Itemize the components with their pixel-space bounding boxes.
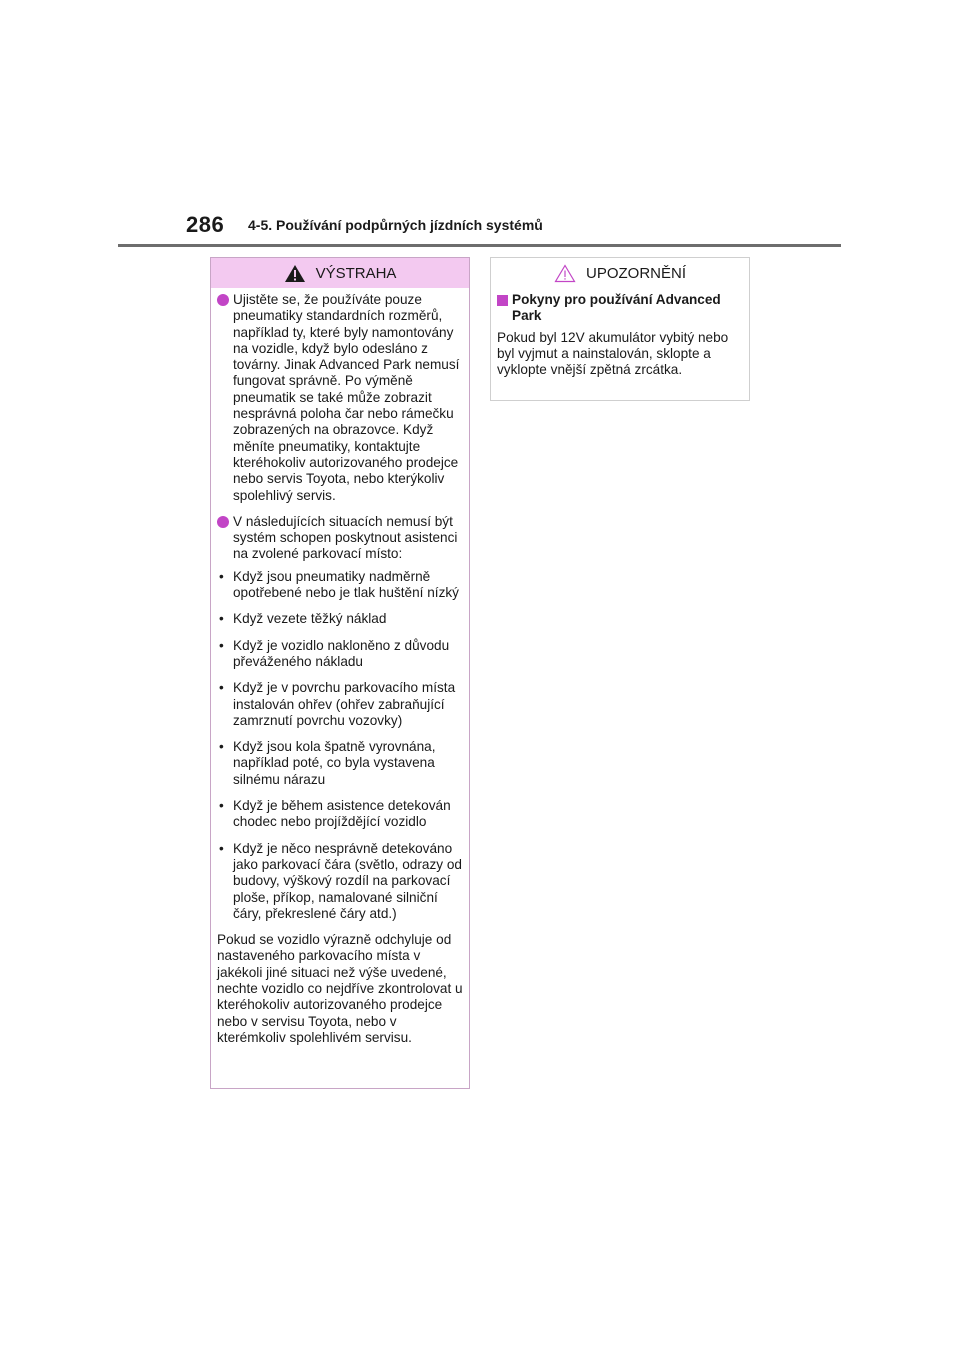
caution-subheading: [497, 292, 743, 325]
list-item-text: Když vezete těžký náklad: [233, 611, 387, 627]
caution-title: UPOZORNĚNÍ: [585, 264, 686, 282]
list-item: [217, 680, 463, 729]
bullet-dot: •: [219, 637, 224, 653]
list-item: [217, 798, 463, 831]
bullet-dot: •: [219, 680, 224, 696]
warning-title: VÝSTRAHA: [315, 264, 397, 282]
list-item-text: Když je v povrchu parkovacího místa instalován ohřev (ohřev zabraňující zamrznutí povrchu vozovky): [233, 680, 456, 728]
bullet-dot: •: [219, 739, 224, 755]
list-item-text: Když je během asistence detekován chodec nebo projíždějící vozidlo: [233, 798, 451, 830]
page-number: 286: [186, 212, 225, 237]
circle-bullet-icon: [217, 516, 229, 528]
list-item-text: Když jsou pneumatiky nadměrně opotřebené nebo je tlak huštění nízký: [233, 568, 459, 601]
list-item: [217, 611, 463, 627]
bullet-dot: •: [219, 611, 224, 627]
square-bullet-icon: [497, 295, 508, 306]
list-item: [217, 739, 463, 788]
list-item-text: Když jsou kola špatně vyrovnána, například poté, co byla vystavena silnému nárazu: [233, 739, 436, 787]
caution-header: [491, 258, 749, 288]
warning-box: [210, 257, 470, 1089]
bullet-dot: •: [219, 840, 224, 856]
list-item: [217, 638, 463, 671]
warning-item-text: Ujistěte se, že používáte pouze pneumatiky standardních rozměrů, například ty, které byly namontovány na vozidle, když bylo odesláno z továrny. Jinak Advanced Park nemusí fungovat správně. Po výměně pneumatik se také může zobrazit nesprávná poloha čar nebo rámečku zobrazených na obrazovce. Když měníte pneumatiky, kontaktujte kteréhokoliv autorizovaného prodejce nebo servis Toyota, nebo kterýkoliv spolehlivý servis.: [233, 292, 460, 503]
section-title: 4-5. Používání podpůrných jízdních systémů: [248, 217, 543, 233]
caution-text: Pokud byl 12V akumulátor vybitý nebo byl vyjmut a nainstalován, sklopte a vyklopte vnější zpětná zrcátka.: [497, 329, 729, 378]
bullet-dot: •: [219, 798, 224, 814]
list-item-text: Když je vozidlo nakloněno z důvodu převáženého nákladu: [233, 637, 450, 669]
caution-body: [491, 288, 749, 378]
bullet-dot: •: [219, 568, 224, 584]
warning-closing-text: Pokud se vozidlo výrazně odchyluje od nastaveného parkovacího místa v jakékoli jiné situaci než výše uvedené, nechte vozidlo co nejdříve zkontrolovat u kteréhokoliv autorizovaného prodejce nebo v servisu Toyota, nebo v kterémkoliv spolehlivém servisu.: [217, 932, 463, 1045]
circle-bullet-icon: [217, 294, 229, 306]
warning-header: [211, 258, 469, 288]
header-divider: [118, 244, 841, 247]
list-item-text: Když je něco nesprávně detekováno jako parkovací čára (světlo, odrazy od budovy, výškový rozdíl na parkovací ploše, příkop, namalované silniční čáry, překreslené čáry atd.): [233, 840, 462, 921]
warning-body: [211, 288, 469, 1046]
warning-item: [217, 292, 463, 504]
caution-triangle-icon: [554, 264, 576, 283]
warning-item: [217, 514, 463, 563]
list-item: [217, 841, 463, 922]
list-item: [217, 569, 463, 602]
caution-box: [490, 257, 750, 401]
warning-triangle-icon: [284, 264, 306, 283]
warning-item-text: V následujících situacích nemusí být systém schopen poskytnout asistenci na zvolené parkovací místo:: [233, 513, 458, 562]
caution-heading-text: Pokyny pro používání Advanced Park: [512, 292, 721, 324]
